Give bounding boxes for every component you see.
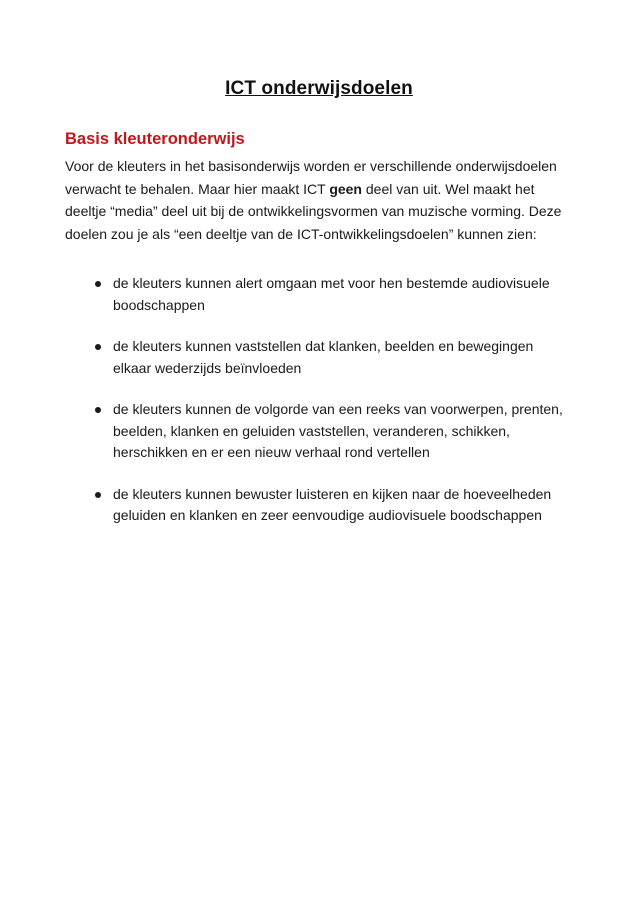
- intro-text-part1: Voor de kleuters in het basisonderwijs worden er verschillende onderwijsdoelen verwacht te behalen. Maar hier maakt ICT: [65, 158, 557, 197]
- list-item: [95, 273, 575, 316]
- list-item: [95, 336, 575, 379]
- intro-paragraph: [65, 155, 565, 245]
- bullet-icon: [95, 492, 101, 498]
- list-item-text: de kleuters kunnen alert omgaan met voor hen bestemde audiovisuele boodschappen: [113, 275, 550, 313]
- intro-text-part2: deel van uit. Wel maakt het deeltje “media” deel uit bij de ontwikkelingsvormen van muzische vorming. Deze doelen zou je als “een deeltje van de ICT-ontwikkelingsdoelen” kunnen zien:: [65, 180, 562, 242]
- list-item: [95, 399, 575, 464]
- intro-text: [65, 155, 565, 245]
- list-item-text: de kleuters kunnen bewuster luisteren en kijken naar de hoeveelheden geluiden en klanken en zeer eenvoudige audiovisuele boodschappen: [113, 485, 552, 523]
- list-item-text: de kleuters kunnen de volgorde van een reeks van voorwerpen, prenten, beelden, klanken en geluiden vaststellen, veranderen, schikken, herschikken en er een nieuw verhaal rond vertellen: [113, 401, 563, 460]
- bullet-icon: [95, 407, 101, 413]
- list-item: [95, 484, 575, 527]
- intro-emphasis: geen: [329, 180, 362, 197]
- bullet-icon: [95, 344, 101, 350]
- page-title: ICT onderwijsdoelen: [225, 78, 413, 99]
- list-item-text: de kleuters kunnen vaststellen dat klanken, beelden en bewegingen elkaar wederzijds beïnvloeden: [113, 338, 534, 376]
- goals-list: [95, 273, 575, 547]
- section-heading: Basis kleuteronderwijs: [65, 130, 245, 148]
- bullet-icon: [95, 281, 101, 287]
